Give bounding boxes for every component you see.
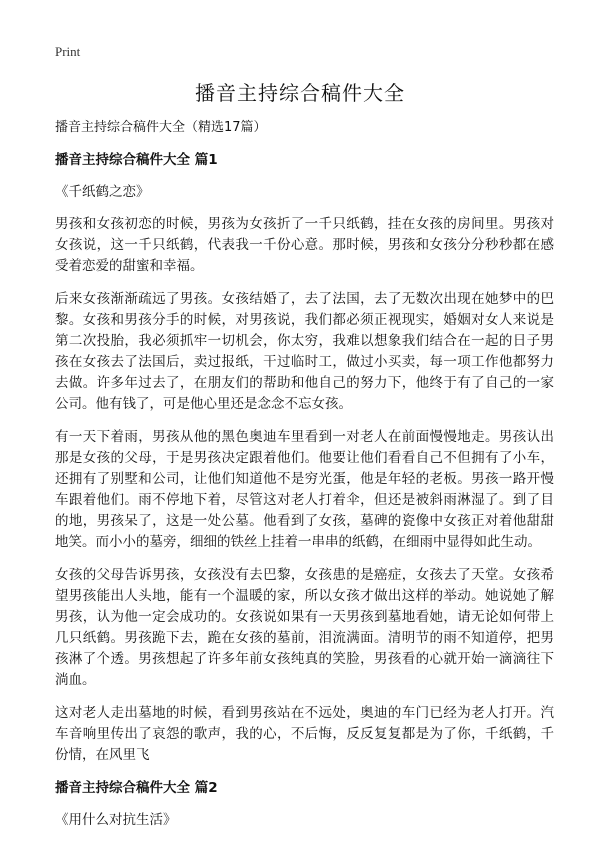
- document-content: [55, 118, 554, 842]
- section-1: [55, 150, 554, 766]
- paragraph: 这对老人走出墓地的时候，看到男孩站在不远处，奥迪的车门已经为老人打开。汽车音响里传出了哀怨的歌声，我的心，不后悔，反反复复都是为了你，千纸鹤，千份情，在风里飞: [55, 705, 554, 763]
- section-heading: 播音主持综合稿件大全 篇1: [55, 152, 218, 168]
- section-2: [55, 778, 554, 830]
- poem-title: 《用什么对抗生活》: [55, 812, 177, 828]
- document-subtitle: 播音主持综合稿件大全（精选17篇）: [55, 120, 267, 135]
- paragraph: 有一天下着雨，男孩从他的黑色奥迪车里看到一对老人在前面慢慢地走。男孩认出那是女孩的父母，于是男孩决定跟着他们。他要让他们看看自己不但拥有了小车，还拥有了别墅和公司，让他们知道他不是穷光蛋，他是年轻的老板。男孩一路开慢车跟着他们。雨不停地下着，尽管这对老人打着伞，但还是被斜雨淋湿了。到了目的地，男孩呆了，这是一处公墓。他看到了女孩，墓碑的瓷像中女孩正对着他甜甜地笑。而小小的墓旁，细细的铁丝上挂着一串串的纸鹤，在细雨中显得如此生动。: [55, 429, 554, 550]
- paragraph: 女孩的父母告诉男孩，女孩没有去巴黎，女孩患的是癌症，女孩去了天堂。女孩希望男孩能出人头地，能有一个温暖的家，所以女孩才做出这样的举动。她说她了解男孩，认为他一定会成功的。女孩说如果有一天男孩到墓地看她，请无论如何带上几只纸鹤。男孩跪下去，跪在女孩的墓前，泪流满面。清明节的雨不知道停，把男孩淋了个透。男孩想起了许多年前女孩纯真的笑脸，男孩看的心就开始一滴滴往下淌血。: [55, 567, 554, 688]
- print-link[interactable]: Print: [55, 44, 81, 59]
- paragraph: 后来女孩渐渐疏远了男孩。女孩结婚了，去了法国，去了无数次出现在她梦中的巴黎。女孩和男孩分手的时候，对男孩说，我们都必须正视现实，婚姻对女人来说是第二次投胎，我必须抓牢一切机会，你太穷，我难以想象我们结合在一起的日子男孩在女孩去了法国后，卖过报纸，干过临时工，做过小买卖，每一项工作他都努力去做。许多年过去了，在朋友们的帮助和他自己的努力下，他终于有了自己的一家公司。他有钱了，可是他心里还是念念不忘女孩。: [55, 291, 554, 412]
- section-heading: 播音主持综合稿件大全 篇2: [55, 780, 218, 796]
- paragraph: 男孩和女孩初恋的时候，男孩为女孩折了一千只纸鹤，挂在女孩的房间里。男孩对女孩说，这一千只纸鹤，代表我一千份心意。那时候，男孩和女孩分分秒秒都在感受着恋爱的甜蜜和幸福。: [55, 216, 554, 274]
- poem-title: 《千纸鹤之恋》: [55, 184, 150, 200]
- document-title: 播音主持综合稿件大全: [195, 81, 405, 105]
